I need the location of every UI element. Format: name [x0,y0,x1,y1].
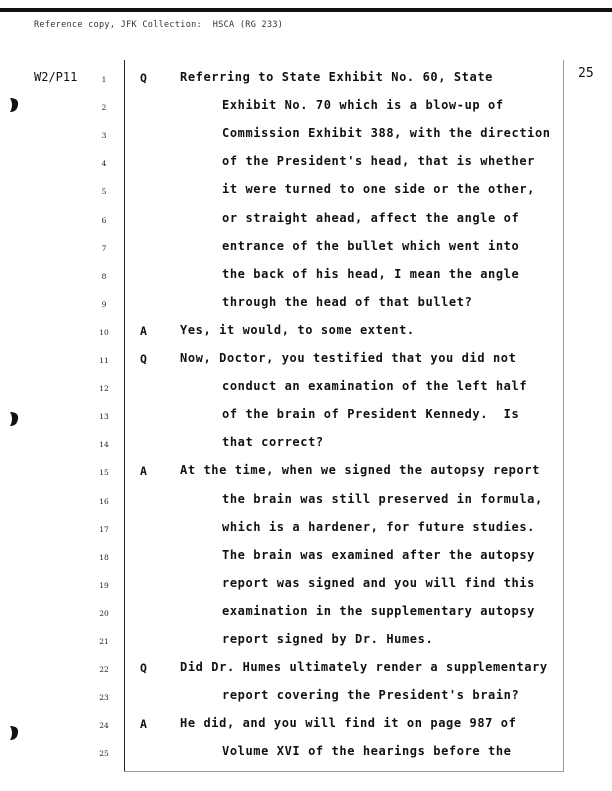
transcript-line [0,407,612,427]
line-text: Exhibit No. 70 which is a blow-up of [222,98,504,113]
line-text: report was signed and you will find this [222,575,535,590]
line-text: through the head of that bullet? [222,294,473,309]
line-text: Yes, it would, to some extent. [180,322,415,337]
line-number: 24 [99,721,109,731]
transcript-line [0,688,612,708]
transcript-line [0,182,612,202]
line-number: 6 [101,215,107,225]
line-text: it were turned to one side or the other, [222,182,535,197]
line-number: 8 [101,271,107,281]
transcript-line [0,492,612,512]
line-number: 3 [101,131,107,141]
speaker-label: Q [140,661,147,676]
transcript-line [0,632,612,652]
speaker-label: A [140,464,147,479]
line-number: 12 [99,384,109,394]
transcript-line [0,744,612,764]
line-text: the back of his head, I mean the angle [222,266,520,281]
transcript-line [0,520,612,540]
speaker-label: A [140,323,147,338]
line-text: Commission Exhibit 388, with the direction [222,126,551,141]
line-number: 22 [99,665,109,675]
transcript-line [0,323,612,343]
transcript-line [0,267,612,287]
line-number: 25 [99,749,109,759]
line-text: conduct an examination of the left half [222,379,528,394]
transcript-line [0,435,612,455]
line-number: 13 [99,412,109,422]
transcript-line [0,98,612,118]
line-number: 15 [99,468,109,478]
line-text: The brain was examined after the autopsy [222,547,535,562]
page-id: W2/P11 [34,70,78,84]
line-text: Did Dr. Humes ultimately render a supplementary [180,660,548,675]
line-number: 17 [99,524,109,534]
line-text: report signed by Dr. Humes. [222,632,434,646]
line-text: report covering the President's brain? [222,688,520,703]
line-text: Referring to State Exhibit No. 60, State [180,70,493,84]
speaker-label: A [140,717,147,732]
line-text: the brain was still preserved in formula, [222,491,543,506]
reference-header: Reference copy, JFK Collection: HSCA (RG 233) [34,20,284,30]
transcript-line [0,716,612,736]
transcript-line [0,576,612,596]
transcript-line [0,379,612,399]
transcript-line [0,295,612,315]
transcript-line [0,154,612,174]
line-text: examination in the supplementary autopsy [222,603,535,618]
line-number: 16 [99,496,109,506]
speaker-label: Q [140,352,147,366]
transcript-line [0,604,612,624]
speaker-label: Q [140,71,147,85]
transcript-line [0,126,612,146]
line-text: of the brain of President Kennedy. Is [222,407,520,422]
line-number: 1 [101,75,107,84]
transcript-line [0,660,612,680]
line-number: 5 [101,187,107,197]
line-text: entrance of the bullet which went into [222,238,520,253]
transcript-line [0,211,612,231]
line-text: At the time, when we signed the autopsy report [180,463,540,478]
line-number: 20 [99,608,109,618]
line-number: 19 [99,580,109,590]
transcript-line [0,548,612,568]
line-number: 7 [101,243,107,253]
line-text: Now, Doctor, you testified that you did not [180,351,517,365]
transcript-line [0,463,612,483]
line-number: 2 [101,103,107,113]
line-text: that correct? [222,435,324,450]
line-number: 14 [99,440,109,450]
line-text: He did, and you will find it on page 987 of [180,716,517,731]
line-number: 23 [99,693,109,703]
line-number: 18 [99,552,109,562]
line-number: 21 [99,637,109,646]
transcript-line [0,239,612,259]
page-number: 25 [578,66,594,81]
line-number: 10 [99,327,109,337]
transcript-line [0,351,612,371]
line-text: which is a hardener, for future studies. [222,519,535,534]
line-number: 4 [101,159,107,169]
transcript-line [0,70,612,90]
line-text: Volume XVI of the hearings before the [222,744,512,759]
line-text: or straight ahead, affect the angle of [222,210,520,225]
line-text: of the President's head, that is whether [222,154,535,169]
line-number: 11 [99,356,109,365]
line-number: 9 [101,299,107,309]
